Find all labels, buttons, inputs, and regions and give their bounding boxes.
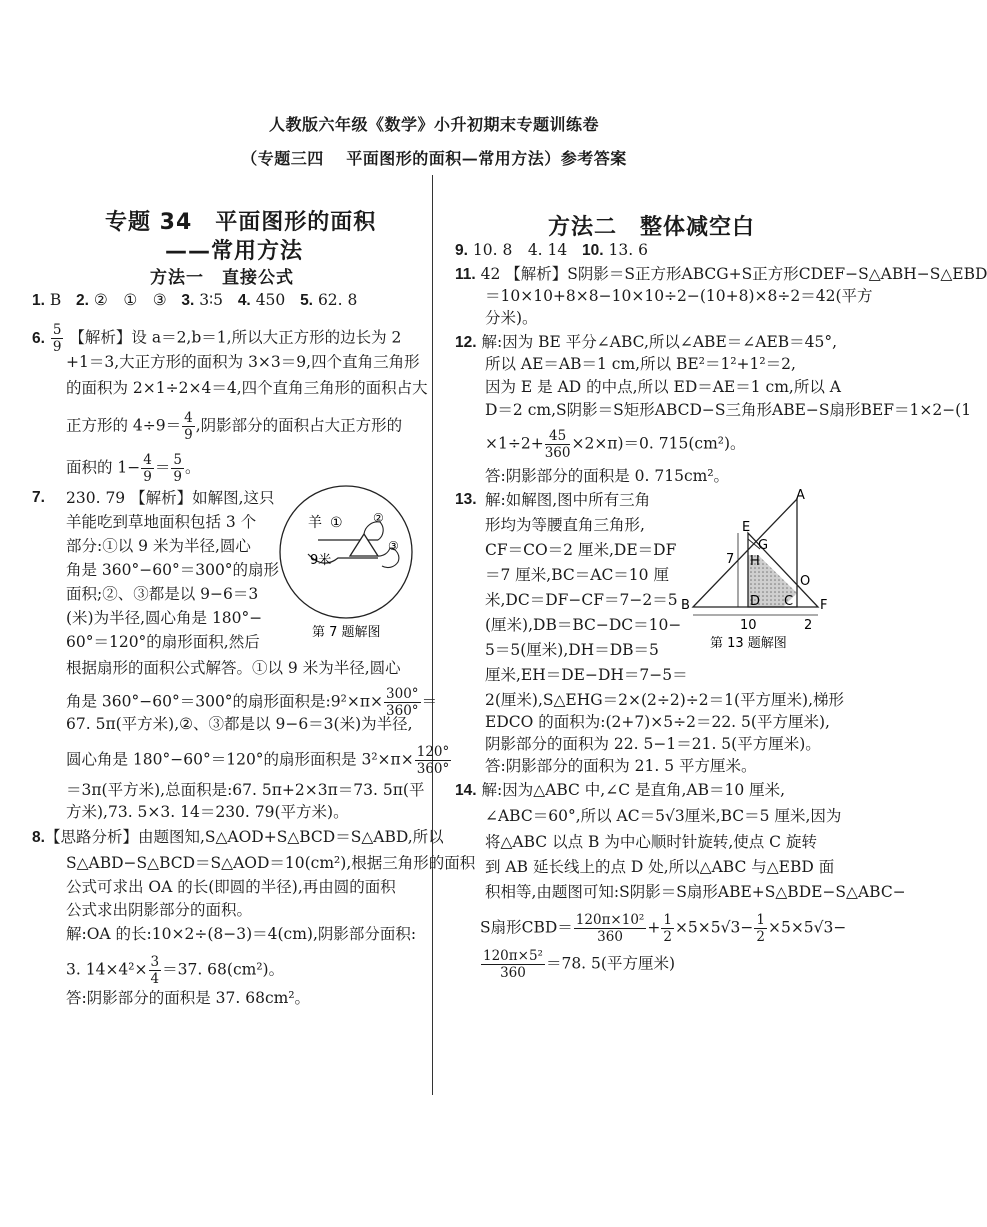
q14-line-4: 到 AB 延长线上的点 D 处,所以△ABC 与△EBD 面 bbox=[485, 858, 835, 876]
label-c: C bbox=[784, 594, 794, 609]
answers-1-5: 1. B 2. ② ① ③ 3. 3∶5 4. 450 5. 62. 8 bbox=[32, 291, 358, 309]
sheep-label: 羊 bbox=[308, 515, 322, 531]
radius-label: 9米 bbox=[310, 553, 332, 568]
header-line-1: 人教版六年级《数学》小升初期末专题训练卷 bbox=[268, 115, 599, 134]
q7-line-3: 部分:①以 9 米为半径,圆心 bbox=[66, 537, 251, 555]
q8-line-4: 公式求出阴影部分的面积。 bbox=[66, 901, 253, 919]
section-subtitle: ——常用方法 bbox=[165, 239, 304, 264]
dimension-10: 10 bbox=[740, 618, 757, 633]
q7-line-11: 圆心角是 180°−60°＝120°的扇形面积是 3²×π× $\frac{120^\circ}{360^\circ}$ bbox=[66, 744, 450, 777]
q8-line-2: S△ABD−S△BCD＝S△AOD＝10(cm²),根据三角形的面积 bbox=[66, 854, 476, 872]
q13-line-7: 5＝5(厘米),DH＝DB＝5 bbox=[485, 641, 659, 659]
q12-line-6: 答:阴影部分的面积是 0. 715cm²。 bbox=[485, 467, 730, 485]
q8-line-6: 3. 14×4²× $\frac{3}{4}$ ＝37. 68(cm²)。 bbox=[66, 954, 285, 987]
q7-line-4: 角是 360°−60°＝300°的扇形 bbox=[66, 561, 280, 579]
q13-line-6: (厘米),DB＝BC−DC＝10− bbox=[485, 616, 682, 634]
q6-answer-fraction: $\frac{5}{9}$ bbox=[52, 322, 62, 355]
q7-line-12: ＝3π(平方米),总面积是:67. 5π+2×3π＝73. 5π(平 bbox=[66, 781, 425, 799]
q7-line-9: 角是 360°−60°＝300°的扇形面积是:9²×π× $\frac{300^\circ}{360^\circ}$ ＝ bbox=[66, 686, 438, 719]
q14-line-3: 将△ABC 以点 B 为中心顺时针旋转,使点 C 旋转 bbox=[485, 833, 817, 851]
q14-line-5: 积相等,由题图可知:S阴影＝S扇形ABE+S△BDE−S△ABC− bbox=[485, 883, 906, 901]
q13-line-9: 2(厘米),S△EHG＝2×(2÷2)÷2＝1(平方厘米),梯形 bbox=[485, 691, 845, 709]
label-h: H bbox=[750, 554, 760, 569]
q6-line-1: 6. $\frac{5}{9}$ 【解析】设 a＝2,b＝1,所以大正方形的边长为 2 bbox=[32, 322, 402, 355]
method-one-heading: 方法一 直接公式 bbox=[150, 268, 294, 288]
method-two-heading: 方法二 整体减空白 bbox=[548, 215, 756, 240]
q13-line-11: 阴影部分的面积为 22. 5−1＝21. 5(平方厘米)。 bbox=[485, 735, 821, 753]
q12-line-5: ×1÷2+ $\frac{45}{360}$ ×2×π)＝0. 715(cm²)。 bbox=[485, 428, 746, 461]
q12-line-2: 所以 AE＝AB＝1 cm,所以 BE²＝1²+1²＝2, bbox=[485, 355, 796, 373]
label-b: B bbox=[681, 598, 690, 613]
q14-line-6: S扇形CBD＝ $\frac{\text{120π×10²}}{360}$ + $\frac{1}{2}$ ×5×5√3− $\frac{1}{2}$ ×5×5√3− bbox=[480, 912, 847, 945]
q7-figure-caption: 第 7 题解图 bbox=[312, 625, 381, 640]
q13-line-3: CF＝CO＝2 厘米,DE＝DF bbox=[485, 541, 677, 559]
q11-line-1: 11. 42 【解析】S阴影＝S正方形ABCG+S正方形CDEF−S△ABH−S△EBD bbox=[455, 265, 987, 283]
label-f: F bbox=[820, 598, 828, 613]
q7-line-7: 60°＝120°的扇形面积,然后 bbox=[66, 633, 260, 651]
region-3-label: ③ bbox=[388, 539, 399, 553]
q13-line-10: EDCO 的面积为:(2+7)×5÷2＝22. 5(平方厘米), bbox=[485, 713, 830, 731]
label-a: A bbox=[796, 488, 805, 503]
q12-line-3: 因为 E 是 AD 的中点,所以 ED＝AE＝1 cm,所以 A bbox=[485, 378, 841, 396]
q7-line-8: 根据扇形的面积公式解答。①以 9 米为半径,圆心 bbox=[66, 659, 401, 677]
q7-line-1: 230. 79 【解析】如解图,这只 bbox=[66, 489, 275, 507]
q13-figure-caption: 第 13 题解图 bbox=[710, 636, 787, 651]
dimension-2: 2 bbox=[804, 618, 813, 633]
q14-line-2: ∠ABC＝60°,所以 AC＝5√3厘米,BC＝5 厘米,因为 bbox=[485, 807, 842, 825]
q14-line-1: 14. 解:因为△ABC 中,∠C 是直角,AB＝10 厘米, bbox=[455, 781, 786, 799]
q8-line-5: 解:OA 的长:10×2÷(8−3)＝4(cm),阴影部分面积: bbox=[66, 925, 417, 943]
q13-line-4: ＝7 厘米,BC＝AC＝10 厘 bbox=[485, 566, 669, 584]
q8-line-3: 公式可求出 OA 的长(即圆的半径),再由圆的面积 bbox=[66, 878, 396, 896]
q7-figure bbox=[278, 482, 418, 642]
label-e: E bbox=[742, 520, 751, 535]
column-divider bbox=[432, 175, 433, 1095]
q8-line-1: 8.【思路分析】由题图知,S△AOD+S△BCD＝S△ABD,所以 bbox=[32, 828, 444, 846]
q6-line-3: 的面积为 2×1÷2×4＝4,四个直角三角形的面积占大 bbox=[66, 379, 428, 397]
q11-line-2: ＝10×10+8×8−10×10÷2−(10+8)×8÷2＝42(平方 bbox=[485, 287, 873, 305]
region-1-label: ① bbox=[330, 515, 343, 531]
q13-number: 13. bbox=[455, 491, 477, 508]
q8-line-7: 答:阴影部分的面积是 37. 68cm²。 bbox=[66, 989, 311, 1007]
q6-line-5: 面积的 1− $\frac{4}{9}$ ＝ $\frac{5}{9}$ 。 bbox=[66, 452, 201, 485]
answers-9-10: 9. 10. 8 4. 14 10. 13. 6 bbox=[455, 241, 648, 259]
q7-line-10: 67. 5π(平方米),②、③都是以 9−6＝3(米)为半径, bbox=[66, 715, 413, 733]
q6-line-2: +1＝3,大正方形的面积为 3×3＝9,四个直角三角形 bbox=[66, 353, 420, 371]
q12-line-4: D＝2 cm,S阴影＝S矩形ABCD−S三角形ABE−S扇形BEF＝1×2−(1 bbox=[485, 401, 972, 419]
label-d: D bbox=[750, 594, 761, 609]
q7-line-5: 面积;②、③都是以 9−6＝3 bbox=[66, 585, 259, 603]
q7-number: 7. bbox=[32, 489, 45, 506]
dimension-7: 7 bbox=[726, 552, 735, 567]
q12-line-1: 12. 解:因为 BE 平分∠ABC,所以∠ABE＝∠AEB＝45°, bbox=[455, 333, 838, 351]
header-line-2: （专题三四 平面图形的面积—常用方法）参考答案 bbox=[241, 149, 627, 168]
q7-line-2: 羊能吃到草地面积包括 3 个 bbox=[66, 513, 257, 531]
region-2-label: ② bbox=[373, 511, 384, 525]
q13-line-5: 米,DC＝DF−CF＝7−2＝5 bbox=[485, 591, 678, 609]
label-o: O bbox=[800, 574, 811, 589]
label-g: G bbox=[758, 538, 769, 553]
q14-line-7: $\frac{\text{120π×5²}}{360}$ ＝78. 5(平方厘米) bbox=[483, 948, 675, 981]
q7-line-13: 方米),73. 5×3. 14＝230. 79(平方米)。 bbox=[66, 803, 349, 821]
q6-line-4: 正方形的 4÷9＝ $\frac{4}{9}$ ,阴影部分的面积占大正方形的 bbox=[66, 410, 403, 443]
q7-line-6: (米)为半径,圆心角是 180°− bbox=[66, 609, 263, 627]
q13-line-2: 形均为等腰直角三角形, bbox=[485, 516, 645, 534]
q13-line-12: 答:阴影部分的面积为 21. 5 平方厘米。 bbox=[485, 757, 757, 775]
q13-line-8: 厘米,EH＝DE−DH＝7−5＝ bbox=[485, 666, 688, 684]
q13-line-1: 解:如解图,图中所有三角 bbox=[485, 491, 651, 509]
q13-figure bbox=[678, 487, 838, 657]
q11-line-3: 分米)。 bbox=[485, 309, 538, 327]
section-title: 专题 34 平面图形的面积 bbox=[105, 210, 377, 235]
